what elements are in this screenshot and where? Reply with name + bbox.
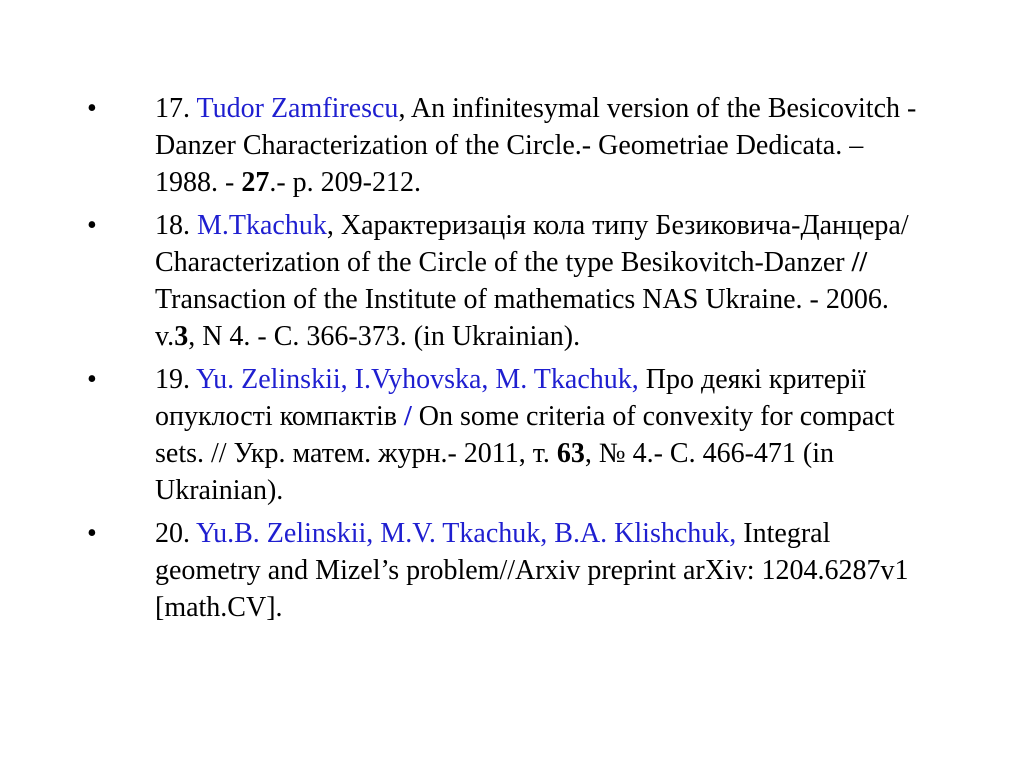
reference-authors: M.Tkachuk — [197, 210, 327, 241]
reference-authors: Yu.B. Zelinskii, M.V. Tkachuk, B.A. Klishchuk, — [195, 518, 737, 549]
reference-text: Про деякі критерії опуклості компактів — [155, 364, 866, 432]
reference-item-17 — [0, 90, 930, 201]
reference-number: 18. — [155, 210, 190, 241]
reference-number: 20. — [155, 518, 190, 549]
reference-item-20 — [0, 515, 930, 626]
reference-text: .- p. 209-212. — [269, 167, 421, 198]
bullet: • — [87, 364, 97, 395]
reference-number: 17. — [155, 93, 190, 124]
reference-item-18 — [0, 207, 930, 355]
reference-authors: Tudor Zamfirescu — [196, 93, 399, 124]
reference-text: , An infinitesymal version of the Besicovitch - Danzer Characterization of the Circle.- Geometriae Dedicata. – 1988. - — [155, 93, 917, 198]
reference-text: , N 4. - C. 366-373. (in Ukrainian). — [188, 321, 581, 352]
bullet: • — [87, 518, 97, 549]
separator: // — [851, 247, 868, 278]
reference-text: , № 4.- С. 466-471 (in Ukrainian). — [155, 438, 835, 506]
bullet: • — [87, 210, 97, 241]
reference-authors: Yu. Zelinskii, I.Vyhovska, M. Tkachuk, — [195, 364, 639, 395]
reference-list — [0, 90, 1024, 632]
reference-text: On some criteria of convexity for compact sets. // Укр. матем. журн.- 2011, т. — [155, 401, 895, 469]
reference-item-19 — [0, 361, 930, 509]
volume-number: 27 — [241, 167, 270, 198]
bullet: • — [87, 93, 97, 124]
reference-text: Integral geometry and Mizel’s problem//Arxiv preprint arXiv: 1204.6287v1 [math.CV]. — [155, 518, 909, 623]
volume-number: 3 — [174, 321, 189, 352]
reference-number: 19. — [155, 364, 190, 395]
reference-text: Transaction of the Institute of mathematics NAS Ukraine. - 2006. v. — [155, 284, 889, 352]
volume-number: 63 — [556, 438, 585, 469]
separator: / — [403, 401, 412, 432]
reference-text: , Характеризація кола типу Безиковича-Данцера/ Characterization of the Circle of the type Besikovitch-Danzer — [155, 210, 909, 278]
